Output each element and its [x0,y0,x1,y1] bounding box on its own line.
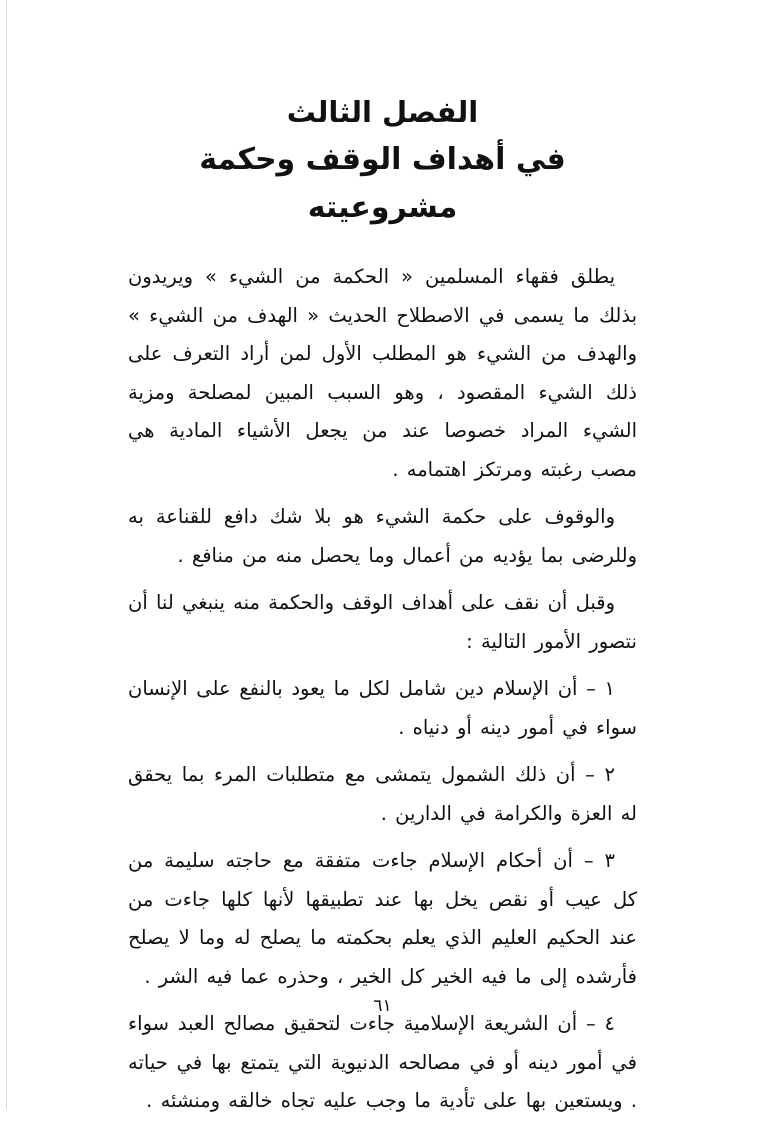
paragraph-text: والوقوف على حكمة الشيء هو بلا شك دافع للقناعة به وللرضى بما يؤديه من أعمال وما يحصل منه من منافع . [128,505,637,567]
paragraph-definition [128,258,637,489]
paragraph-text: يطلق فقهاء المسلمين « الحكمة من الشيء » ويريدون بذلك ما يسمى في الاصطلاح الحديث « الهدف من الشيء » والهدف من الشيء هو المطلب الأول لمن أراد التعرف على ذلك الشيء المقصود ، وهو السبب المبين لمصلحة ومزية الشيء المراد خصوصا عند من يجعل الأشياء المادية هي مصب رغبته ومرتكز اهتمامه . [128,265,637,481]
page-edge-divider [6,0,7,1109]
chapter-title: الفصل الثالث [286,95,479,129]
page-number: ٦١ [373,996,392,1016]
paragraph-text: وقبل أن نقف على أهداف الوقف والحكمة منه ينبغي لنا أن نتصور الأمور التالية : [128,591,637,653]
chapter-subtitle: في أهداف الوقف وحكمة مشروعيته [199,142,566,225]
list-item-text: ٣ – أن أحكام الإسلام جاءت متفقة مع حاجته سليمة من كل عيب أو نقص يخل بها عند تطبيقها لأنها كلها جاءت من عند الحكيم العليم الذي يعلم بحكمته ما يصلح له وما لا يصلح فأرشده إلى ما فيه الخير كل الخير ، وحذره عما فيه الشر . [128,849,637,988]
paragraph-wisdom [128,498,637,575]
list-item-1 [128,670,637,747]
list-item-text: ٤ – أن الشريعة الإسلامية جاءت لتحقيق مصالح العبد سواء في أمور دينه أو في مصالحه الدنيوية التي يتمتع بها في حياته . ويستعين بها على تأدية ما وجب عليه تجاه خالقه ومنشئه . [128,1012,637,1112]
list-item-text: ٢ – أن ذلك الشمول يتمشى مع متطلبات المرء بما يحقق له العزة والكرامة في الدارين . [128,763,637,825]
list-item-text: ١ – أن الإسلام دين شامل لكل ما يعود بالنفع على الإنسان سواء في أمور دينه أو دنياه . [128,677,637,739]
list-item-3 [128,842,637,996]
list-item-2 [128,756,637,833]
list-item-4 [128,1005,637,1121]
paragraph-intro-list [128,584,637,661]
